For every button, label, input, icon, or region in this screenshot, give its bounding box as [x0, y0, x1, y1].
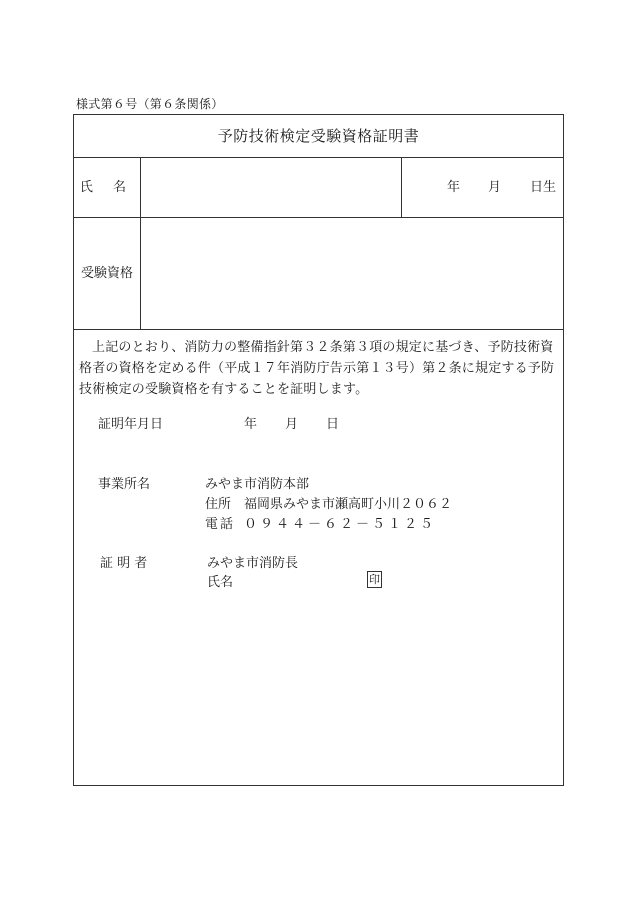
- certification-day-label: 日: [326, 417, 340, 432]
- address-label: 住所: [205, 497, 232, 512]
- certification-month-label: 月: [285, 417, 299, 432]
- certification-statement: 上記のとおり、消防力の整備指針第３２条第３項の規定に基づき、予防技術資格者の資格を定める件（平成１７年消防庁告示第１３号）第２条に規定する予防技術検定の受験資格を有することを証明します。: [79, 340, 555, 397]
- birth-day-label: 日生: [530, 180, 557, 195]
- seal-mark: 印: [369, 573, 380, 586]
- birth-month-label: 月: [488, 180, 502, 195]
- form-number: 様式第６号（第６条関係）: [76, 97, 224, 111]
- office-label: 事業所名: [98, 477, 151, 492]
- name-label-divider: [140, 157, 141, 217]
- certificate-frame: [73, 114, 564, 786]
- birth-date-cell: [402, 158, 564, 218]
- office-name: みやま市消防本部: [205, 477, 310, 492]
- phone-value: ０９４４－６２－５１２５: [244, 517, 437, 532]
- birth-year-label: 年: [447, 180, 461, 195]
- certifier-name-label: 氏名: [207, 575, 234, 590]
- phone-label: 電話: [205, 517, 236, 532]
- certifier-title: みやま市消防長: [207, 556, 299, 571]
- certification-date-label: 証明年月日: [98, 417, 164, 432]
- document-title: 予防技術検定受験資格証明書: [217, 127, 420, 145]
- name-row-divider: [74, 217, 563, 218]
- address-value: 福岡県みやま市瀬高町小川２０６２: [244, 497, 453, 512]
- qualification-label: 受験資格: [80, 266, 133, 281]
- certification-year-label: 年: [244, 417, 258, 432]
- qualification-row-divider: [74, 329, 563, 330]
- qualification-label-divider: [140, 217, 141, 329]
- certifier-label: 証 明 者: [100, 556, 148, 571]
- name-label: 氏 名: [79, 180, 135, 195]
